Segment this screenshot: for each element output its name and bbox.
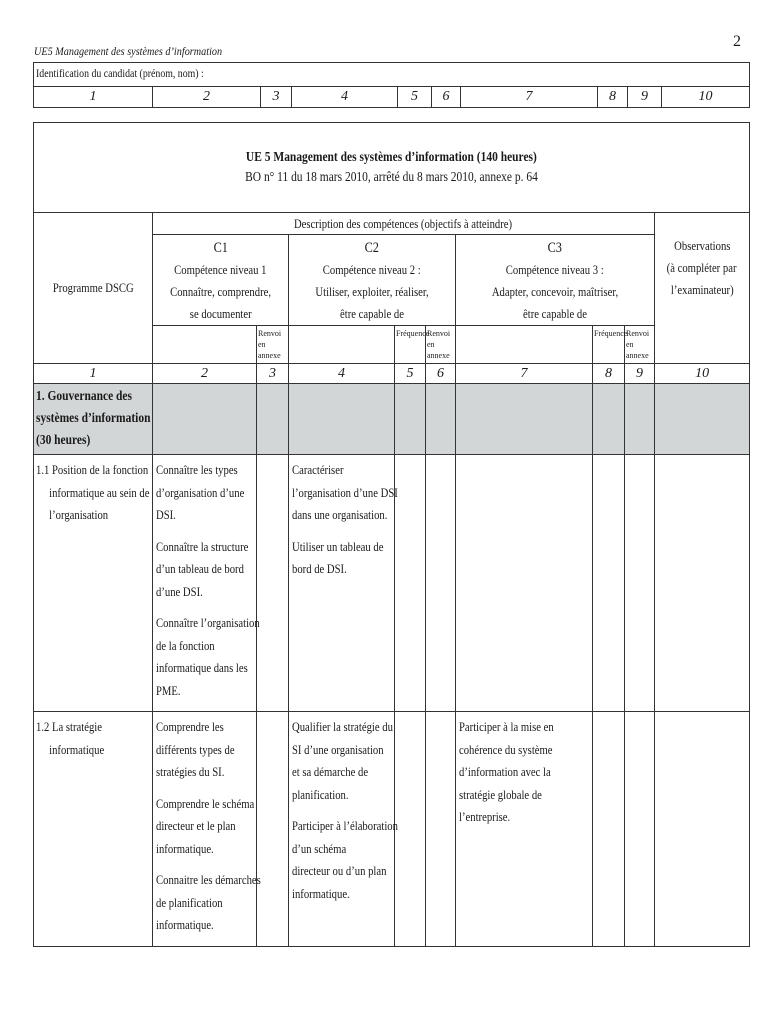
row-1-1-c3 [456,455,593,712]
competence-line: Compétence niveau 3 : [506,262,604,277]
table-title-block [34,123,750,213]
empty-subheader-cell [289,326,395,364]
column-number: 1 [34,364,153,384]
section-cell [456,384,593,455]
competence-text: DSI. [156,507,176,522]
column-number: 10 [655,364,750,384]
competence-description-label: Description des compétences (objectifs à atteindre) [294,216,513,231]
observations-line: (à compléter par [667,260,737,275]
column-number: 4 [289,364,395,384]
id-column-number: 7 [461,87,598,108]
competence-text: cohérence du système [459,741,553,757]
competence-text: Comprendre les [156,719,224,734]
competence-line: Connaître, comprendre, [170,284,271,299]
renvoi-cell[interactable] [257,455,289,712]
table-row [34,712,750,947]
competence-text: dans une organisation. [292,507,388,522]
competence-code: C3 [547,240,563,256]
competence-description-header [153,213,655,235]
page-number: 2 [733,33,741,50]
frequence-cell[interactable] [395,712,426,947]
competence-text: Participer à l’élaboration [292,818,398,833]
competence-item [156,716,254,784]
competence-item [292,536,392,581]
renvoi-cell[interactable] [625,455,655,712]
renvoi-cell[interactable] [625,712,655,947]
section-line: systèmes d’information [36,411,151,426]
section-line: (30 heures) [36,433,91,448]
competence-text: stratégies du SI. [156,764,225,779]
competence-text: différents types de [156,741,235,757]
competence-item [292,716,392,806]
id-column-number: 6 [432,87,461,108]
renvoi-annexe-header [426,326,456,364]
empty-subheader-cell [153,326,257,364]
competence-item [156,459,254,527]
id-column-number: 8 [598,87,628,108]
column-number: 6 [426,364,456,384]
table-subtitle: BO n° 11 du 18 mars 2010, arrêté du 8 mars 2010, annexe p. 64 [245,169,538,185]
identification-table [33,62,750,108]
competence-text: d’information avec la [459,764,551,779]
competence-item [292,459,398,527]
row-1-2-c2 [289,712,398,947]
section-cell [257,384,289,455]
competence-item [156,536,254,604]
competence-code: C1 [213,240,228,256]
column-number: 8 [593,364,625,384]
competence-text: Qualifier la stratégie du [292,719,393,734]
row-label-line: l’organisation [49,507,109,522]
id-column-number: 1 [34,87,153,108]
row-1-2-label [34,712,153,947]
id-column-number: 9 [628,87,662,108]
competence-line: Compétence niveau 2 : [323,262,421,277]
row-label-line: informatique [49,741,105,757]
renvoi-annexe-header [257,326,289,364]
section-cell [153,384,257,455]
section-cell [655,384,750,455]
section-cell [593,384,625,455]
table-row [34,455,750,712]
competence-text: stratégie globale de [459,786,542,802]
competence-item [459,716,590,829]
row-label-line: informatique au sein de [49,484,150,500]
row-label-line: 1.1 Position de la fonction [36,462,149,477]
competence-text: Connaître l’organisation [156,615,260,630]
observations-line: l’examinateur) [670,282,734,297]
renvoi-annexe-header [625,326,655,364]
competence-text: d’un tableau de bord [156,561,244,576]
column-number: 7 [456,364,593,384]
competence-item [156,869,261,937]
frequence-cell[interactable] [593,455,625,712]
renvoi-label: Renvoi [258,329,282,338]
programme-label: Programme DSCG [52,280,134,295]
row-1-2-c3 [456,712,593,947]
competence-line: être capable de [340,306,404,321]
section-row [34,384,750,455]
observations-header [655,213,750,364]
table-title: UE 5 Management des systèmes d’information (140 heures) [246,149,538,165]
competence-text: d’un schéma [292,840,347,856]
row-1-1-c2 [289,455,398,712]
competence-text: et sa démarche de [292,764,369,779]
annexe-label: en annexe [626,340,649,360]
candidate-identification-field[interactable] [34,63,750,87]
renvoi-label: Renvoi [427,329,451,338]
competence-code: C2 [364,240,380,256]
annexe-label: en annexe [427,340,450,360]
competence-text: d’une DSI. [156,583,203,599]
empty-subheader-cell [456,326,593,364]
competence-text: Connaître la structure [156,538,249,554]
competence-text: Caractériser [292,462,344,477]
competence-text: Utiliser un tableau de [292,538,384,554]
competence-line: être capable de [523,306,587,321]
competence-text: SI d’une organisation [292,741,384,757]
section-cell [395,384,426,455]
document-header-title: UE5 Management des systèmes d’information [34,44,223,58]
programme-header [34,213,153,364]
competence-text: de la fonction [156,637,215,653]
column-number: 3 [257,364,289,384]
competence-line: Compétence niveau 1 [174,262,267,277]
section-cell [289,384,395,455]
competence-table [33,122,750,947]
competence-text: d’organisation d’une [156,484,245,500]
renvoi-cell[interactable] [257,712,289,947]
observations-cell[interactable] [655,712,750,947]
id-column-number: 4 [292,87,398,108]
frequence-header: Fréquence [593,326,625,364]
competence-text: planification. [292,786,349,802]
competence-text: l’organisation d’une DSI [292,484,398,500]
competence-line: Adapter, concevoir, maîtriser, [491,284,619,299]
competence-text: de planification [156,894,223,910]
column-number: 5 [395,364,426,384]
renvoi-cell[interactable] [426,455,456,712]
competence-c3-header [456,235,655,326]
competence-text: l’entreprise. [459,809,511,824]
competence-text: informatique. [156,840,214,856]
competence-text: Connaître les types [156,462,238,477]
competence-text: PME. [156,682,181,698]
frequence-cell[interactable] [395,455,426,712]
section-line: 1. Gouvernance des [36,389,132,404]
section-cell [625,384,655,455]
observations-cell[interactable] [655,455,750,712]
section-1-label [34,384,153,455]
competence-text: bord de DSI. [292,561,347,576]
row-1-2-c1 [153,712,261,947]
column-number: 2 [153,364,257,384]
competence-item [156,612,260,702]
candidate-identification-label: Identification du candidat (prénom, nom) : [36,66,204,80]
competence-text: directeur ou d’un plan [292,863,387,878]
id-column-number: 3 [261,87,292,108]
competence-c1-header [153,235,289,326]
competence-text: informatique dans les [156,660,248,675]
renvoi-label: Renvoi [626,329,650,338]
competence-item [292,815,398,905]
column-number: 9 [625,364,655,384]
annexe-label: en annexe [258,340,281,360]
frequence-cell[interactable] [593,712,625,947]
competence-item [156,793,254,861]
competence-text: informatique. [292,885,350,901]
id-column-number: 2 [153,87,261,108]
row-label-line: 1.2 La stratégie [36,719,103,734]
row-1-1-label [34,455,153,712]
competence-line: se documenter [189,306,252,321]
id-column-number: 5 [398,87,432,108]
competence-c2-header [289,235,456,326]
competence-text: informatique. [156,917,214,932]
id-column-number: 10 [662,87,750,108]
renvoi-cell[interactable] [426,712,456,947]
competence-text: Connaitre les démarches [156,872,261,887]
competence-text: Comprendre le schéma [156,795,255,811]
competence-text: Participer à la mise en [459,719,554,734]
row-1-1-c1 [153,455,260,712]
observations-line: Observations [673,238,731,253]
competence-line: Utiliser, exploiter, réaliser, [315,284,429,299]
section-cell [426,384,456,455]
frequence-header: Fréquence [395,326,426,364]
competence-text: directeur et le plan [156,818,236,833]
